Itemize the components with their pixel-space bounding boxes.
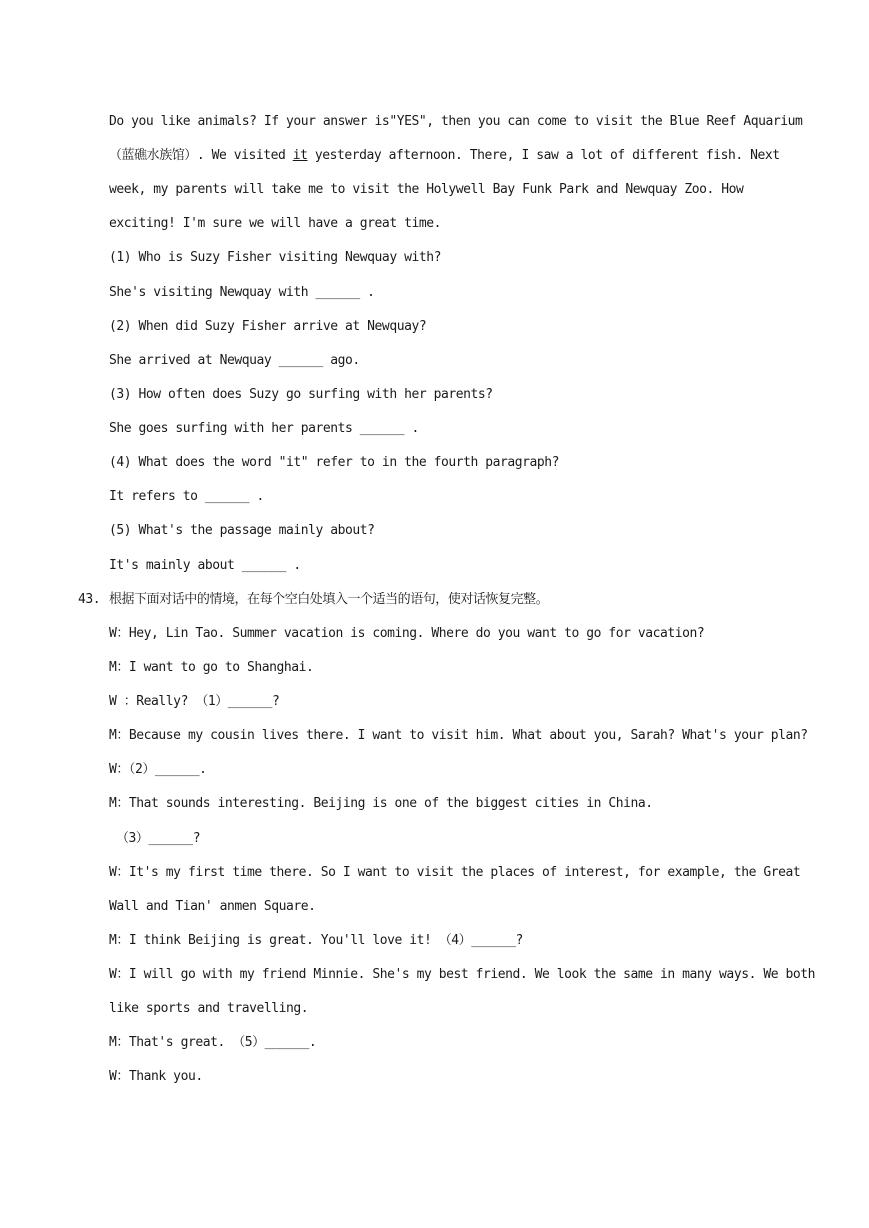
- answer-3: She goes surfing with her parents ______ .: [109, 421, 419, 436]
- dialog-line: W：（2）______.: [109, 762, 207, 777]
- dialog-line: like sports and travelling.: [109, 1001, 309, 1016]
- passage-line-3: week, my parents will take me to visit the Holywell Bay Funk Park and Newquay Zoo. How: [109, 182, 744, 197]
- task-43-number: 43.: [78, 592, 101, 607]
- passage-line-4: exciting! I'm sure we will have a great time.: [109, 216, 441, 231]
- passage-line-2: [109, 148, 780, 164]
- question-4: (4) What does the word "it" refer to in the fourth paragraph?: [109, 455, 559, 470]
- answer-1: She's visiting Newquay with ______ .: [109, 285, 375, 300]
- question-1: (1) Who is Suzy Fisher visiting Newquay with?: [109, 250, 441, 265]
- dialog-line: M：I want to go to Shanghai.: [109, 660, 314, 675]
- question-5: (5) What's the passage mainly about?: [109, 523, 375, 538]
- passage-line-2-start: （蓝礁水族馆）. We visited: [109, 148, 293, 163]
- dialog-line: M：That sounds interesting. Beijing is one of the biggest cities in China.: [109, 796, 653, 811]
- passage-line-2-end: yesterday afternoon. There, I saw a lot of different fish. Next: [307, 148, 780, 163]
- dialog-line: W ：Really? （1）______?: [109, 694, 280, 709]
- dialog-line: W：I will go with my friend Minnie. She's my best friend. We look the same in many ways. We both: [109, 967, 815, 982]
- question-2: (2) When did Suzy Fisher arrive at Newquay?: [109, 319, 427, 334]
- underlined-it: it: [292, 148, 308, 163]
- dialog-line: Wall and Tian' anmen Square.: [109, 899, 316, 914]
- passage-line-1: Do you like animals? If your answer is"YES", then you can come to visit the Blue Reef Aquarium: [109, 114, 803, 129]
- dialog-line: W：It's my first time there. So I want to visit the places of interest, for example, the Great: [109, 865, 801, 880]
- question-3: (3) How often does Suzy go surfing with her parents?: [109, 387, 493, 402]
- answer-5: It's mainly about ______ .: [109, 558, 301, 573]
- answer-2: She arrived at Newquay ______ ago.: [109, 353, 360, 368]
- dialog-line: M：That's great. （5）______.: [109, 1035, 317, 1050]
- dialog-line: （3）______?: [116, 831, 201, 846]
- answer-4: It refers to ______ .: [109, 489, 264, 504]
- dialog-line: M：I think Beijing is great. You'll love it! （4）______?: [109, 933, 523, 948]
- task-43-instruction: 根据下面对话中的情境，在每个空白处填入一个适当的语句，使对话恢复完整。: [109, 592, 549, 607]
- dialog-line: W：Thank you.: [109, 1069, 203, 1084]
- dialog-line: M：Because my cousin lives there. I want to visit him. What about you, Sarah? What's your plan?: [109, 728, 808, 743]
- dialog-line: W：Hey, Lin Tao. Summer vacation is coming. Where do you want to go for vacation?: [109, 626, 705, 641]
